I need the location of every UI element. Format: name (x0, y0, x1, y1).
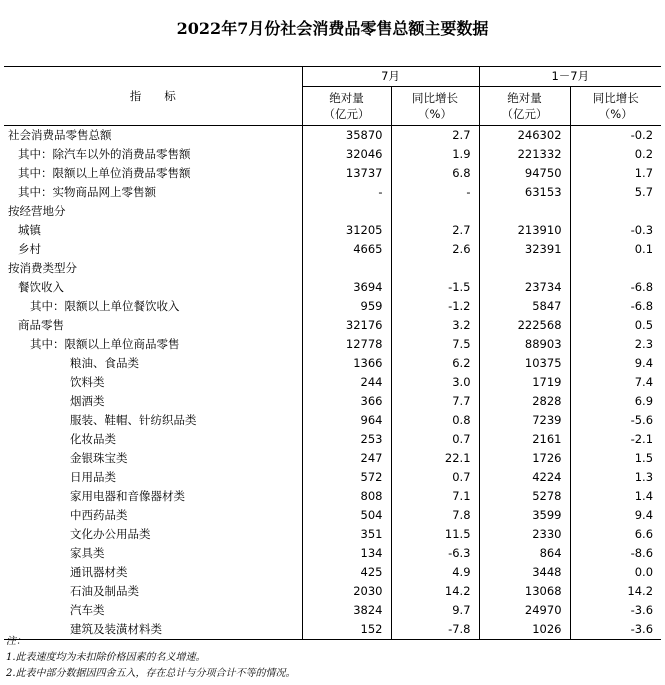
header-row-periods (4, 67, 661, 87)
july-abs-value (302, 259, 391, 278)
ytd-yoy-value: 1.3 (570, 468, 661, 487)
july-abs-value: 3694 (302, 278, 391, 297)
july-yoy-value: 2.6 (391, 240, 479, 259)
table-row (4, 145, 661, 164)
ytd-abs-value: 1726 (479, 449, 570, 468)
ytd-abs-value: 1719 (479, 373, 570, 392)
july-yoy-value: 2.7 (391, 221, 479, 240)
ytd-yoy-value: 6.6 (570, 525, 661, 544)
july-yoy-value: 7.8 (391, 506, 479, 525)
indicator-name: 其中：限额以上单位餐饮收入 (30, 299, 180, 313)
table-row (4, 582, 661, 601)
july-yoy-value: 0.8 (391, 411, 479, 430)
july-yoy-value: 6.2 (391, 354, 479, 373)
ytd-yoy-value: -0.2 (570, 126, 661, 146)
july-yoy-value: 2.7 (391, 126, 479, 146)
ytd-yoy-value (570, 202, 661, 221)
ytd-abs-value: 32391 (479, 240, 570, 259)
july-yoy-value: 11.5 (391, 525, 479, 544)
table-row (4, 335, 661, 354)
july-abs-value: 31205 (302, 221, 391, 240)
july-abs-value: 12778 (302, 335, 391, 354)
table-row (4, 392, 661, 411)
ytd-yoy-value: 1.4 (570, 487, 661, 506)
july-yoy-value: 3.0 (391, 373, 479, 392)
july-yoy-value: 4.9 (391, 563, 479, 582)
indicator-name: 建筑及装潢材料类 (4, 620, 302, 640)
ytd-yoy-value: 6.9 (570, 392, 661, 411)
ytd-abs-value (479, 202, 570, 221)
table-body (4, 126, 661, 640)
ytd-abs-value: 5278 (479, 487, 570, 506)
indicator-name: 餐饮收入 (18, 280, 64, 294)
july-yoy-value: 6.8 (391, 164, 479, 183)
ytd-yoy-value: -6.8 (570, 297, 661, 316)
july-yoy-value: 14.2 (391, 582, 479, 601)
indicator-name: 化妆品类 (70, 432, 116, 446)
table-row (4, 221, 661, 240)
ytd-abs-value: 221332 (479, 145, 570, 164)
ytd-yoy-value: -3.6 (570, 620, 661, 640)
july-abs-value: 134 (302, 544, 391, 563)
abs-label: 绝对量 (329, 91, 364, 105)
july-yoy-value (391, 202, 479, 221)
note-2: 2.此表中部分数据因四舍五入，存在总计与分项合计不等的情况。 (6, 668, 296, 679)
table-row (4, 126, 661, 146)
july-yoy-value: 9.7 (391, 601, 479, 620)
july-abs-value: 247 (302, 449, 391, 468)
july-yoy-value: 22.1 (391, 449, 479, 468)
ytd-abs-value: 10375 (479, 354, 570, 373)
table-row (4, 449, 661, 468)
notes-heading: 注： (6, 636, 26, 647)
table-row (4, 563, 661, 582)
ytd-yoy-value: -5.6 (570, 411, 661, 430)
july-yoy-value: 0.7 (391, 430, 479, 449)
july-header: 7月 (302, 67, 479, 87)
ytd-abs-value: 24970 (479, 601, 570, 620)
july-abs-value: 572 (302, 468, 391, 487)
ytd-abs-value (479, 259, 570, 278)
july-abs-value: 425 (302, 563, 391, 582)
ytd-abs-value: 2828 (479, 392, 570, 411)
table-row (4, 240, 661, 259)
july-yoy-value: - (391, 183, 479, 202)
ytd-yoy-value: 5.7 (570, 183, 661, 202)
ytd-yoy-value: 1.7 (570, 164, 661, 183)
ytd-abs-value: 3448 (479, 563, 570, 582)
ytd-abs-header (479, 87, 570, 126)
indicator-name: 金银珠宝类 (70, 451, 128, 465)
indicator-name: 乡村 (18, 242, 41, 256)
ytd-yoy-value: -8.6 (570, 544, 661, 563)
ytd-abs-value: 864 (479, 544, 570, 563)
table-row (4, 202, 661, 221)
table-row (4, 411, 661, 430)
indicator-name: 社会消费品零售总额 (8, 128, 112, 142)
ytd-yoy-value: 0.0 (570, 563, 661, 582)
july-abs-value: 13737 (302, 164, 391, 183)
july-yoy-value: 1.9 (391, 145, 479, 164)
page-title: 2022年7月份社会消费品零售总额主要数据 (176, 19, 489, 38)
jan-july-header: 1－7月 (479, 67, 661, 87)
retail-sales-table (4, 66, 661, 640)
july-abs-value: 1366 (302, 354, 391, 373)
abs-unit: （亿元） (323, 107, 370, 121)
ytd-yoy-value (570, 259, 661, 278)
indicator-name: 日用品类 (70, 470, 116, 484)
table-row (4, 506, 661, 525)
ytd-yoy-value: 7.4 (570, 373, 661, 392)
table-row (4, 164, 661, 183)
indicator-name: 其中：除汽车以外的消费品零售额 (18, 147, 191, 161)
table-row (4, 544, 661, 563)
july-yoy-value: -6.3 (391, 544, 479, 563)
ytd-yoy-value: 0.5 (570, 316, 661, 335)
ytd-abs-value: 246302 (479, 126, 570, 146)
july-abs-value: 2030 (302, 582, 391, 601)
july-abs-value: 3824 (302, 601, 391, 620)
indicator-name: 按经营地分 (8, 204, 66, 218)
indicator-name: 其中：限额以上单位消费品零售额 (18, 166, 191, 180)
yoy-unit: （%） (598, 107, 633, 121)
july-yoy-value (391, 259, 479, 278)
july-abs-value: 4665 (302, 240, 391, 259)
ytd-abs-value: 1026 (479, 620, 570, 640)
table-row (4, 354, 661, 373)
ytd-abs-value: 213910 (479, 221, 570, 240)
indicator-name: 其中：限额以上单位商品零售 (30, 337, 180, 351)
table-row (4, 183, 661, 202)
ytd-abs-value: 4224 (479, 468, 570, 487)
indicator-name: 家用电器和音像器材类 (70, 489, 185, 503)
july-yoy-value: 7.5 (391, 335, 479, 354)
july-yoy-value: -1.5 (391, 278, 479, 297)
ytd-yoy-value: 9.4 (570, 506, 661, 525)
table-row (4, 468, 661, 487)
indicator-name: 服装、鞋帽、针纺织品类 (70, 413, 197, 427)
indicator-name: 石油及制品类 (70, 584, 139, 598)
table-row (4, 430, 661, 449)
july-yoy-value: -7.8 (391, 620, 479, 640)
indicator-name: 烟酒类 (70, 394, 105, 408)
ytd-abs-value: 63153 (479, 183, 570, 202)
indicator-name: 通讯器材类 (70, 565, 128, 579)
ytd-yoy-value: -3.6 (570, 601, 661, 620)
july-abs-value: 32176 (302, 316, 391, 335)
yoy-label: 同比增长 (412, 91, 458, 105)
july-yoy-value: 7.7 (391, 392, 479, 411)
ytd-yoy-value: -6.8 (570, 278, 661, 297)
indicator-name: 城镇 (18, 223, 41, 237)
july-abs-value: 959 (302, 297, 391, 316)
july-abs-value: 244 (302, 373, 391, 392)
ytd-yoy-value: -0.3 (570, 221, 661, 240)
july-abs-value: 808 (302, 487, 391, 506)
ytd-abs-value: 3599 (479, 506, 570, 525)
indicator-name: 文化办公用品类 (70, 527, 151, 541)
ytd-abs-value: 94750 (479, 164, 570, 183)
indicator-name: 中西药品类 (70, 508, 128, 522)
july-abs-value: 964 (302, 411, 391, 430)
indicator-header: 指 标 (4, 67, 302, 126)
july-abs-value: 351 (302, 525, 391, 544)
july-abs-value: 253 (302, 430, 391, 449)
indicator-name: 其中：实物商品网上零售额 (18, 185, 156, 199)
table-row (4, 487, 661, 506)
ytd-abs-value: 5847 (479, 297, 570, 316)
indicator-name: 汽车类 (70, 603, 105, 617)
ytd-yoy-value: -2.1 (570, 430, 661, 449)
indicator-name: 粮油、食品类 (70, 356, 139, 370)
july-yoy-value: 3.2 (391, 316, 479, 335)
table-row (4, 373, 661, 392)
table-row (4, 278, 661, 297)
note-1: 1.此表速度均为未扣除价格因素的名义增速。 (6, 652, 206, 663)
july-abs-value: 504 (302, 506, 391, 525)
yoy-label: 同比增长 (592, 91, 639, 105)
table-row (4, 316, 661, 335)
yoy-unit: （%） (418, 107, 452, 121)
indicator-name: 商品零售 (18, 318, 64, 332)
ytd-yoy-header (570, 87, 661, 126)
july-abs-value: 366 (302, 392, 391, 411)
ytd-abs-value: 222568 (479, 316, 570, 335)
july-abs-value: 152 (302, 620, 391, 640)
july-yoy-value: -1.2 (391, 297, 479, 316)
july-abs-header (302, 87, 391, 126)
indicator-name: 家具类 (70, 546, 105, 560)
ytd-yoy-value: 2.3 (570, 335, 661, 354)
abs-unit: （亿元） (501, 107, 548, 121)
july-abs-value (302, 202, 391, 221)
ytd-yoy-value: 0.2 (570, 145, 661, 164)
july-yoy-header (391, 87, 479, 126)
ytd-yoy-value: 1.5 (570, 449, 661, 468)
july-yoy-value: 7.1 (391, 487, 479, 506)
indicator-name: 饮料类 (70, 375, 105, 389)
ytd-abs-value: 2330 (479, 525, 570, 544)
ytd-yoy-value: 0.1 (570, 240, 661, 259)
abs-label: 绝对量 (507, 91, 542, 105)
ytd-abs-value: 88903 (479, 335, 570, 354)
table-row (4, 601, 661, 620)
july-abs-value: 32046 (302, 145, 391, 164)
july-yoy-value: 0.7 (391, 468, 479, 487)
july-abs-value: 35870 (302, 126, 391, 146)
ytd-abs-value: 23734 (479, 278, 570, 297)
table-row (4, 259, 661, 278)
footnotes (6, 634, 296, 682)
july-abs-value: - (302, 183, 391, 202)
ytd-abs-value: 7239 (479, 411, 570, 430)
ytd-yoy-value: 14.2 (570, 582, 661, 601)
ytd-abs-value: 13068 (479, 582, 570, 601)
ytd-abs-value: 2161 (479, 430, 570, 449)
indicator-name: 按消费类型分 (8, 261, 77, 275)
table-row (4, 297, 661, 316)
ytd-yoy-value: 9.4 (570, 354, 661, 373)
table-row (4, 525, 661, 544)
